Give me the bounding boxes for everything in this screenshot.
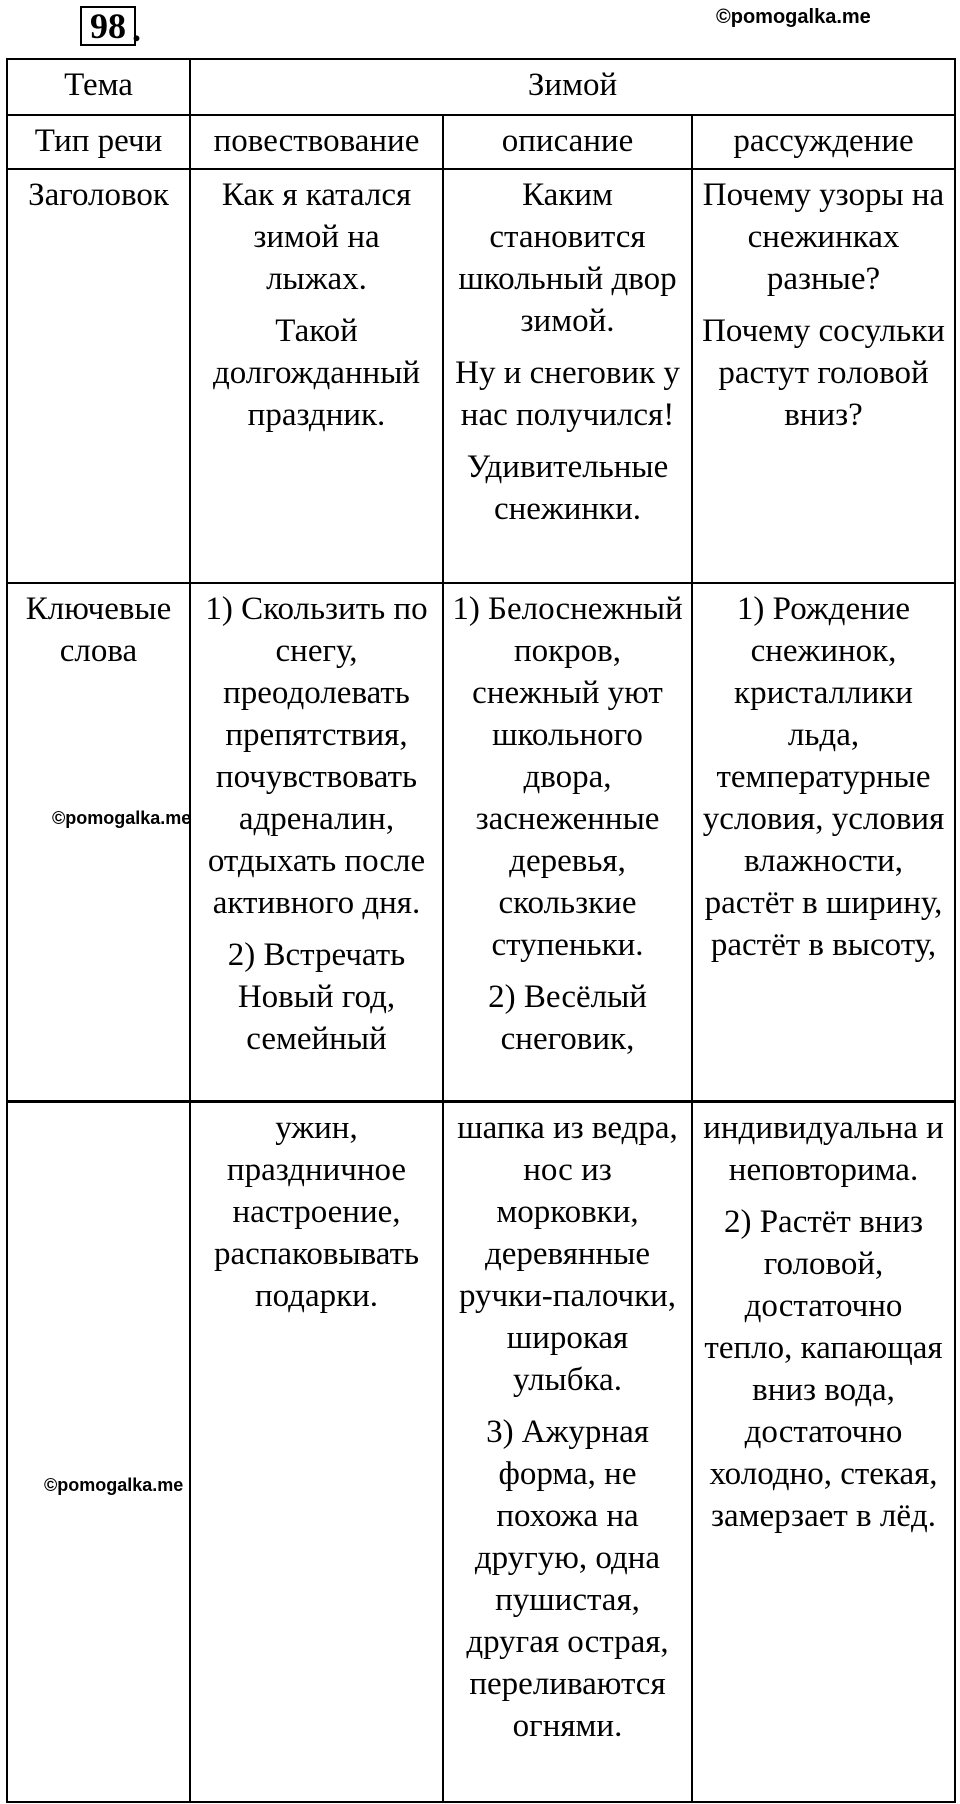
keywords-label-cell: Ключевые слова — [7, 583, 190, 1101]
theme-value-cell: Зимой — [190, 59, 955, 115]
title-label-cell: Заголовок — [7, 169, 190, 583]
table-row-keywords-continued — [7, 1102, 955, 1802]
keywords-label-cell-empty — [7, 1102, 190, 1802]
keywords-text: ужин, праздничное настроение, распаковывать подарки. — [213, 1110, 420, 1314]
table-row-keywords — [7, 583, 955, 1101]
table-row-theme — [7, 59, 955, 115]
keywords-description-cell-cont — [443, 1102, 692, 1802]
watermark-top: ©pomogalka.me — [716, 6, 871, 28]
keywords-text: 2) Растёт вниз головой, достаточно тепло, капающая вниз вода, достаточно холодно, стекая, замерзает в лёд. — [704, 1204, 943, 1534]
title-text: Каким становится школьный двор зимой. — [458, 177, 677, 339]
title-text: Почему узоры на снежинках разные? — [702, 177, 945, 297]
keywords-text: 3) Ажурная форма, не похожа на другую, одна пушистая, другая острая, переливаются огнями. — [466, 1414, 669, 1744]
speech-type-reasoning: рассуждение — [692, 115, 955, 169]
speech-type-label-cell: Тип речи — [7, 115, 190, 169]
titles-description-cell — [443, 169, 692, 583]
answer-table-part-2 — [6, 1101, 956, 1803]
title-text: Удивительные снежинки. — [466, 449, 669, 527]
speech-type-description: описание — [443, 115, 692, 169]
keywords-text: 2) Встречать Новый год, семейный — [227, 937, 406, 1057]
title-text: Ну и снеговик у нас получился! — [455, 355, 680, 433]
answer-table-part-1 — [6, 58, 956, 1102]
title-text: Такой долгожданный праздник. — [212, 313, 421, 433]
keywords-narration-cell-cont — [190, 1102, 443, 1802]
keywords-text: 1) Рождение снежинок, кристаллики льда, температурные условия, условия влажности, растёт в ширину, растёт в высоту, — [702, 591, 945, 963]
task-number-dot: . — [132, 9, 141, 49]
keywords-text: 1) Белоснежный покров, снежный уют школьного двора, заснеженные деревья, скользкие ступеньки. — [452, 591, 683, 963]
keywords-text: шапка из ведра, нос из морковки, деревянные ручки-палочки, широкая улыбка. — [457, 1110, 678, 1398]
keywords-reasoning-cell-cont — [692, 1102, 955, 1802]
title-text: Почему сосульки растут головой вниз? — [702, 313, 945, 433]
keywords-description-cell — [443, 583, 692, 1101]
task-number — [80, 6, 136, 46]
titles-reasoning-cell — [692, 169, 955, 583]
keywords-reasoning-cell — [692, 583, 955, 1101]
task-number-text: 98 — [90, 6, 126, 46]
keywords-text: 2) Весёлый снеговик, — [488, 979, 647, 1057]
keywords-text: индивидуальна и неповторима. — [703, 1110, 944, 1188]
table-row-speech-type — [7, 115, 955, 169]
titles-narration-cell — [190, 169, 443, 583]
keywords-text: 1) Скользить по снегу, преодолевать препятствия, почувствовать адреналин, отдыхать после активного дня. — [205, 591, 428, 921]
watermark-bottom: ©pomogalka.me — [44, 1475, 184, 1495]
table-row-titles — [7, 169, 955, 583]
watermark-middle: ©pomogalka.me — [52, 808, 192, 828]
speech-type-narration: повествование — [190, 115, 443, 169]
title-text: Как я катался зимой на лыжах. — [221, 177, 412, 297]
theme-label-cell: Тема — [7, 59, 190, 115]
keywords-narration-cell — [190, 583, 443, 1101]
